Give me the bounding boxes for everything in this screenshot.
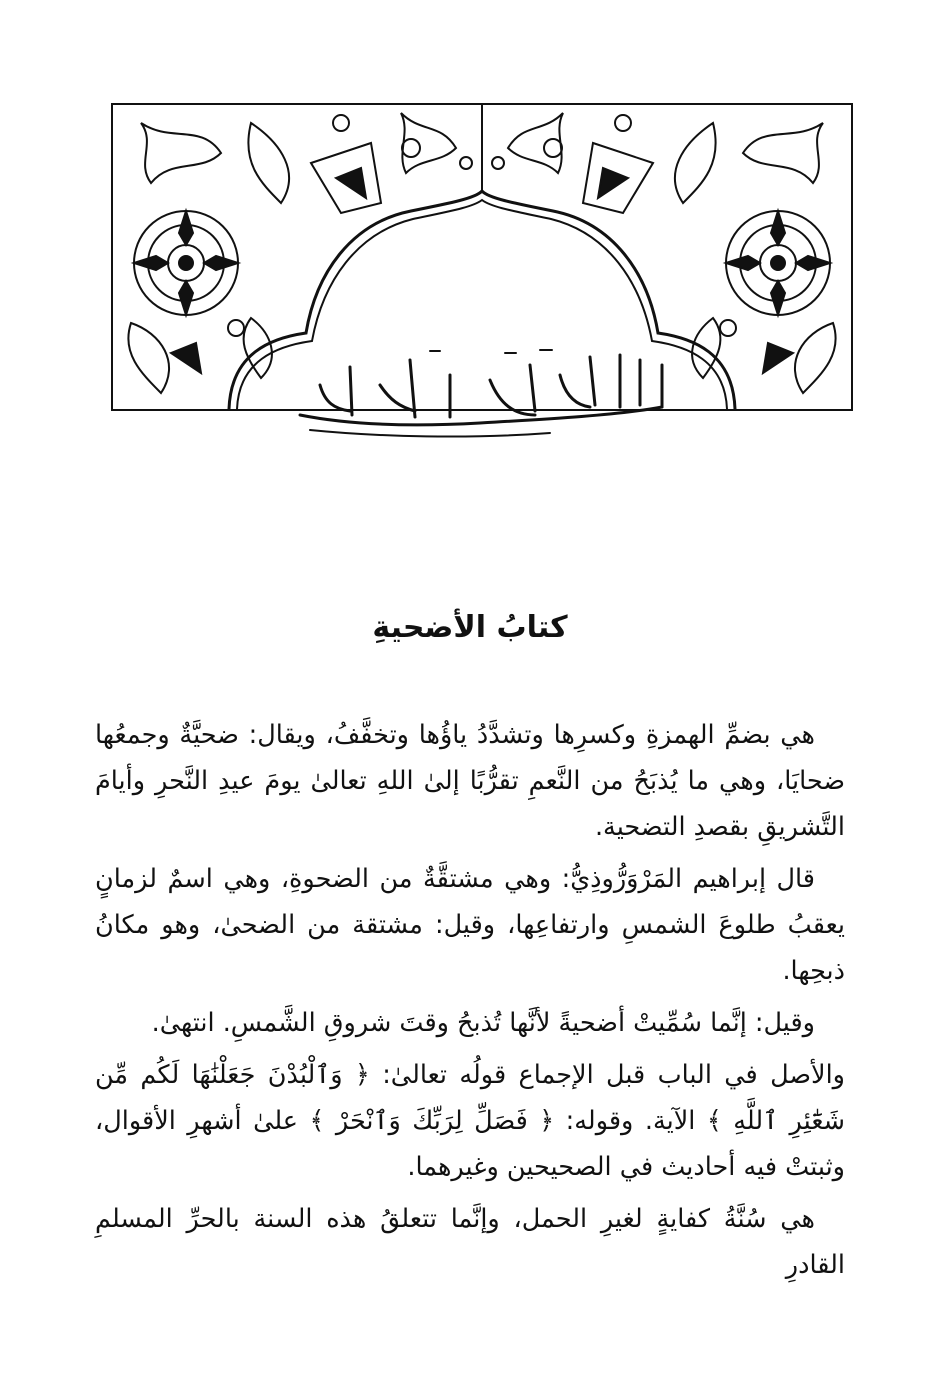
body-text (95, 712, 845, 1294)
paragraph: هي سُنَّةُ كفايةٍ لغيرِ الحمل، وإنَّما تتعلقُ هذه السنة بالحرِّ المسلمِ القادرِ (95, 1204, 845, 1280)
paragraph: وقيل: إنَّما سُمِّيتْ أضحيةً لأنَّها تُذبحُ وقتَ شروقِ الشَّمسِ. انتهىٰ. (151, 1008, 815, 1038)
basmala-calligraphy (290, 345, 670, 443)
paragraph: هي بضمِّ الهمزةِ وكسرِها وتشدَّدُ ياؤُها وتخفَّفُ، ويقال: ضحيَّةٌ وجمعُها ضحايَا، وهي ما يُذبَحُ من النَّعمِ تقرُّبًا إلىٰ اللهِ تعالىٰ يومَ عيدِ النَّحرِ وأيامَ التَّشريقِ بقصدِ التضحية. (95, 720, 845, 842)
paragraph: قال إبراهيم المَرْوَرُّوذِيُّ: وهي مشتقَّةٌ من الضحوةِ، وهي اسمٌ لزمانٍ يعقبُ طلوعَ الشمسِ وارتفاعِها، وقيل: مشتقة من الضحىٰ، وهو مكانُ ذبحِها. (95, 864, 845, 986)
chapter-title: كتابُ الأضحيةِ (372, 610, 568, 645)
paragraph: والأصل في الباب قبل الإجماع قولُه تعالىٰ: ﴿ وَٱلْبُدْنَ جَعَلْنَٰهَا لَكُم مِّن شَعَٰٓئِرِ ٱللَّهِ ﴾ الآية. وقوله: ﴿ فَصَلِّ لِرَبِّكَ وَٱنْحَرْ ﴾ علىٰ أشهرِ الأقوال، وثبتتْ فيه أحاديث في الصحيحين وغيرهما. (95, 1060, 845, 1182)
